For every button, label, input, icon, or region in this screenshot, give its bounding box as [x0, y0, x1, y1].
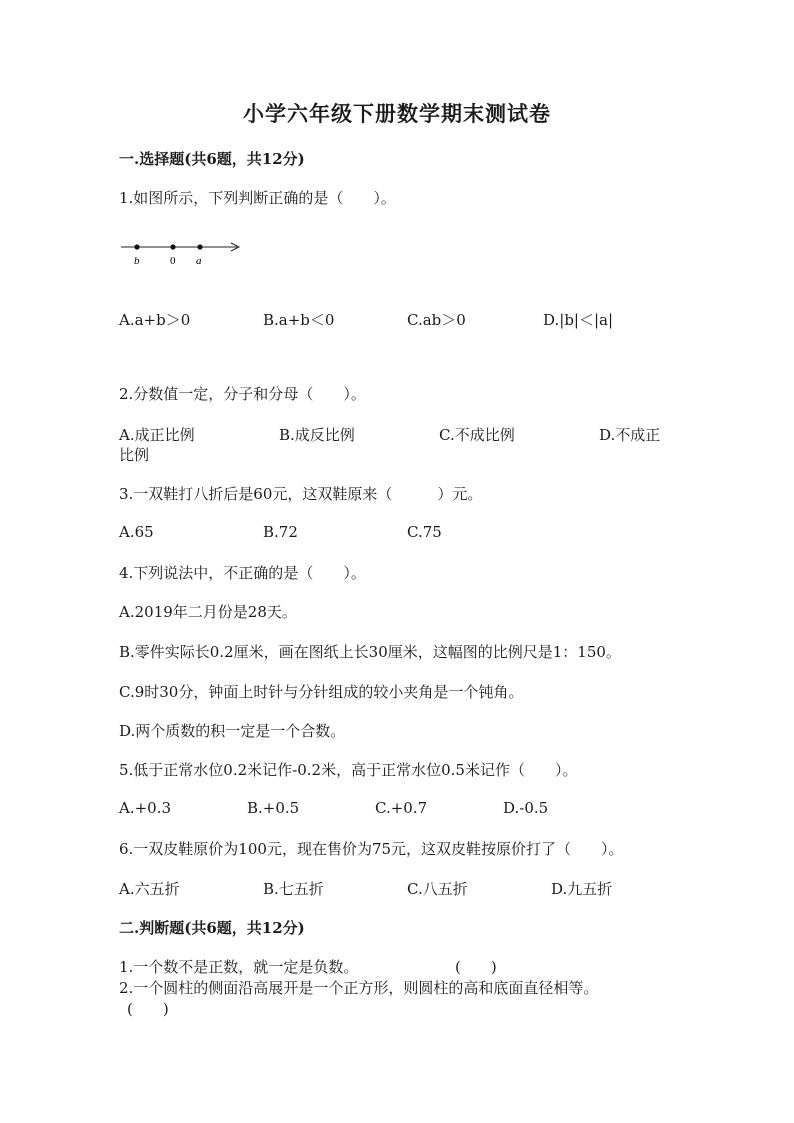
q2-option-c: C.不成比例	[439, 426, 515, 444]
label-a: a	[196, 255, 202, 267]
judge-1-blank[interactable]: ( )	[455, 958, 497, 976]
q2-option-d-wrap: 比例	[119, 446, 150, 464]
q2-option-b: B.成反比例	[279, 426, 355, 444]
q6-option-c: C.八五折	[407, 880, 468, 898]
section-heading-judgement: 二.判断题(共6题，共12分)	[119, 919, 305, 937]
q3-option-a: A.65	[119, 523, 154, 541]
q1-option-c: C.ab＞0	[407, 311, 466, 329]
label-zero: 0	[170, 255, 176, 267]
q1-option-d: D.|b|＜|a|	[543, 311, 614, 329]
point-zero	[170, 244, 175, 249]
q1-option-b: B.a+b＜0	[263, 311, 335, 329]
q4-option-c: C.9时30分，钟面上时针与分针组成的较小夹角是一个钝角。	[119, 683, 524, 701]
q4-option-a: A.2019年二月份是28天。	[119, 603, 297, 621]
number-line-figure	[119, 236, 249, 272]
page-title: 小学六年级下册数学期末测试卷	[243, 101, 551, 126]
judge-2-stem: 2.一个圆柱的侧面沿高展开是一个正方形，则圆柱的高和底面直径相等。	[119, 979, 599, 997]
q2-option-d: D.不成正	[599, 426, 661, 444]
section-heading-choice: 一.选择题(共6题，共12分)	[119, 150, 305, 168]
q3-option-b: B.72	[263, 523, 298, 541]
q2-option-a: A.成正比例	[119, 426, 195, 444]
question-1-stem: 1.如图所示，下列判断正确的是（ ）。	[119, 189, 396, 207]
question-4-stem: 4.下列说法中，不正确的是（ ）。	[119, 564, 366, 582]
question-5-stem: 5.低于正常水位0.2米记作-0.2米，高于正常水位0.5米记作（ ）。	[119, 761, 578, 779]
q4-option-d: D.两个质数的积一定是一个合数。	[119, 722, 346, 740]
question-3-stem: 3.一双鞋打八折后是60元，这双鞋原来（ ）元。	[119, 485, 483, 503]
q6-option-d: D.九五折	[551, 880, 613, 898]
q5-option-c: C.+0.7	[375, 799, 428, 817]
q5-option-d: D.-0.5	[503, 799, 549, 817]
question-2-stem: 2.分数值一定，分子和分母（ ）。	[119, 385, 366, 403]
judge-1-stem: 1.一个数不是正数，就一定是负数。	[119, 958, 359, 976]
q3-option-c: C.75	[407, 523, 442, 541]
judge-2-blank[interactable]: ( )	[127, 1000, 169, 1018]
point-b	[134, 244, 139, 249]
label-b: b	[134, 255, 140, 267]
q1-option-a: A.a+b＞0	[119, 311, 191, 329]
q6-option-b: B.七五折	[263, 880, 324, 898]
point-a	[197, 244, 202, 249]
q5-option-a: A.+0.3	[119, 799, 172, 817]
question-6-stem: 6.一双皮鞋原价为100元，现在售价为75元，这双皮鞋按原价打了（ ）。	[119, 840, 624, 858]
q6-option-a: A.六五折	[119, 880, 180, 898]
q4-option-b: B.零件实际长0.2厘米，画在图纸上长30厘米，这幅图的比例尺是1：150。	[119, 643, 621, 661]
q5-option-b: B.+0.5	[247, 799, 300, 817]
